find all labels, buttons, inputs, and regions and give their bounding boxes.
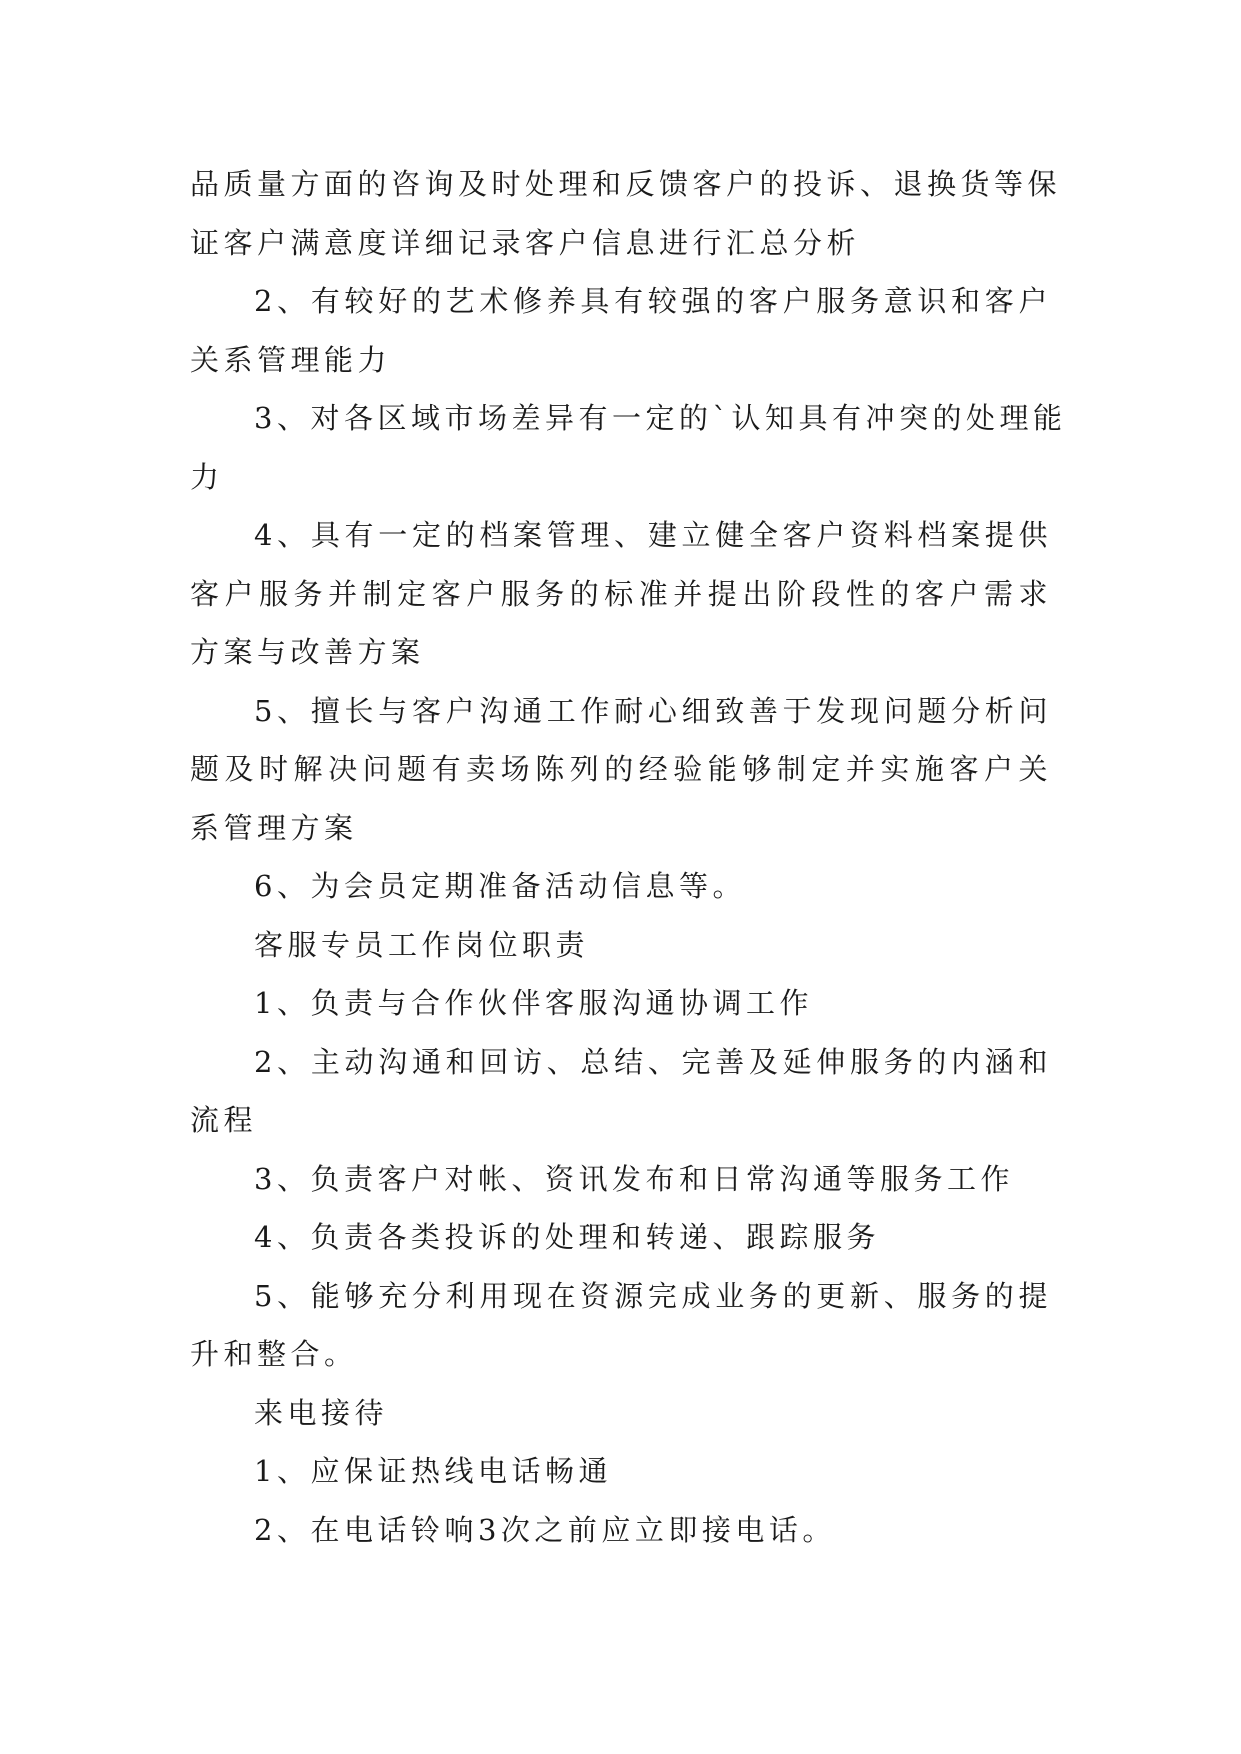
- list-item: 1、负责与合作伙伴客服沟通协调工作: [254, 986, 813, 1020]
- section-heading: 来电接待: [254, 1395, 389, 1430]
- text-line: 关系管理能力: [190, 342, 392, 377]
- list-item: 2、有较好的艺术修养具有较强的客户服务意识和客户: [254, 284, 1052, 318]
- list-item: 4、负责各类投诉的处理和转递、跟踪服务: [254, 1220, 880, 1254]
- text-line: 系管理方案: [190, 810, 358, 845]
- text-line: 品质量方面的咨询及时处理和反馈客户的投诉、退换货等保: [190, 167, 1062, 201]
- text-line: 流程: [190, 1103, 258, 1137]
- list-item: 3、负责客户对帐、资讯发布和日常沟通等服务工作: [254, 1161, 1014, 1196]
- list-item: 5、擅长与客户沟通工作耐心细致善于发现问题分析问: [254, 693, 1052, 728]
- text-line: 客户服务并制定客户服务的标准并提出阶段性的客户需求: [190, 576, 1052, 611]
- list-item: 5、能够充分利用现在资源完成业务的更新、服务的提: [254, 1278, 1052, 1313]
- list-item: 3、对各区域市场差异有一定的`认知具有冲突的处理能: [254, 401, 1067, 435]
- list-item: 2、在电话铃响3次之前应立即接电话。: [254, 1512, 836, 1547]
- text-line: 方案与改善方案: [190, 635, 425, 669]
- text-line: 升和整合。: [190, 1337, 358, 1371]
- document-body: [190, 155, 1067, 1559]
- section-heading: 客服专员工作岗位职责: [254, 927, 590, 962]
- list-item: 6、为会员定期准备活动信息等。: [254, 869, 746, 903]
- text-line: 题及时解决问题有卖场陈列的经验能够制定并实施客户关: [190, 752, 1052, 786]
- list-item: 1、应保证热线电话畅通: [254, 1454, 612, 1488]
- list-item: 4、具有一定的档案管理、建立健全客户资料档案提供: [254, 518, 1052, 552]
- list-item: 2、主动沟通和回访、总结、完善及延伸服务的内涵和: [254, 1044, 1052, 1079]
- text-line: 证客户满意度详细记录客户信息进行汇总分析: [190, 225, 861, 260]
- text-line: 力: [190, 459, 224, 494]
